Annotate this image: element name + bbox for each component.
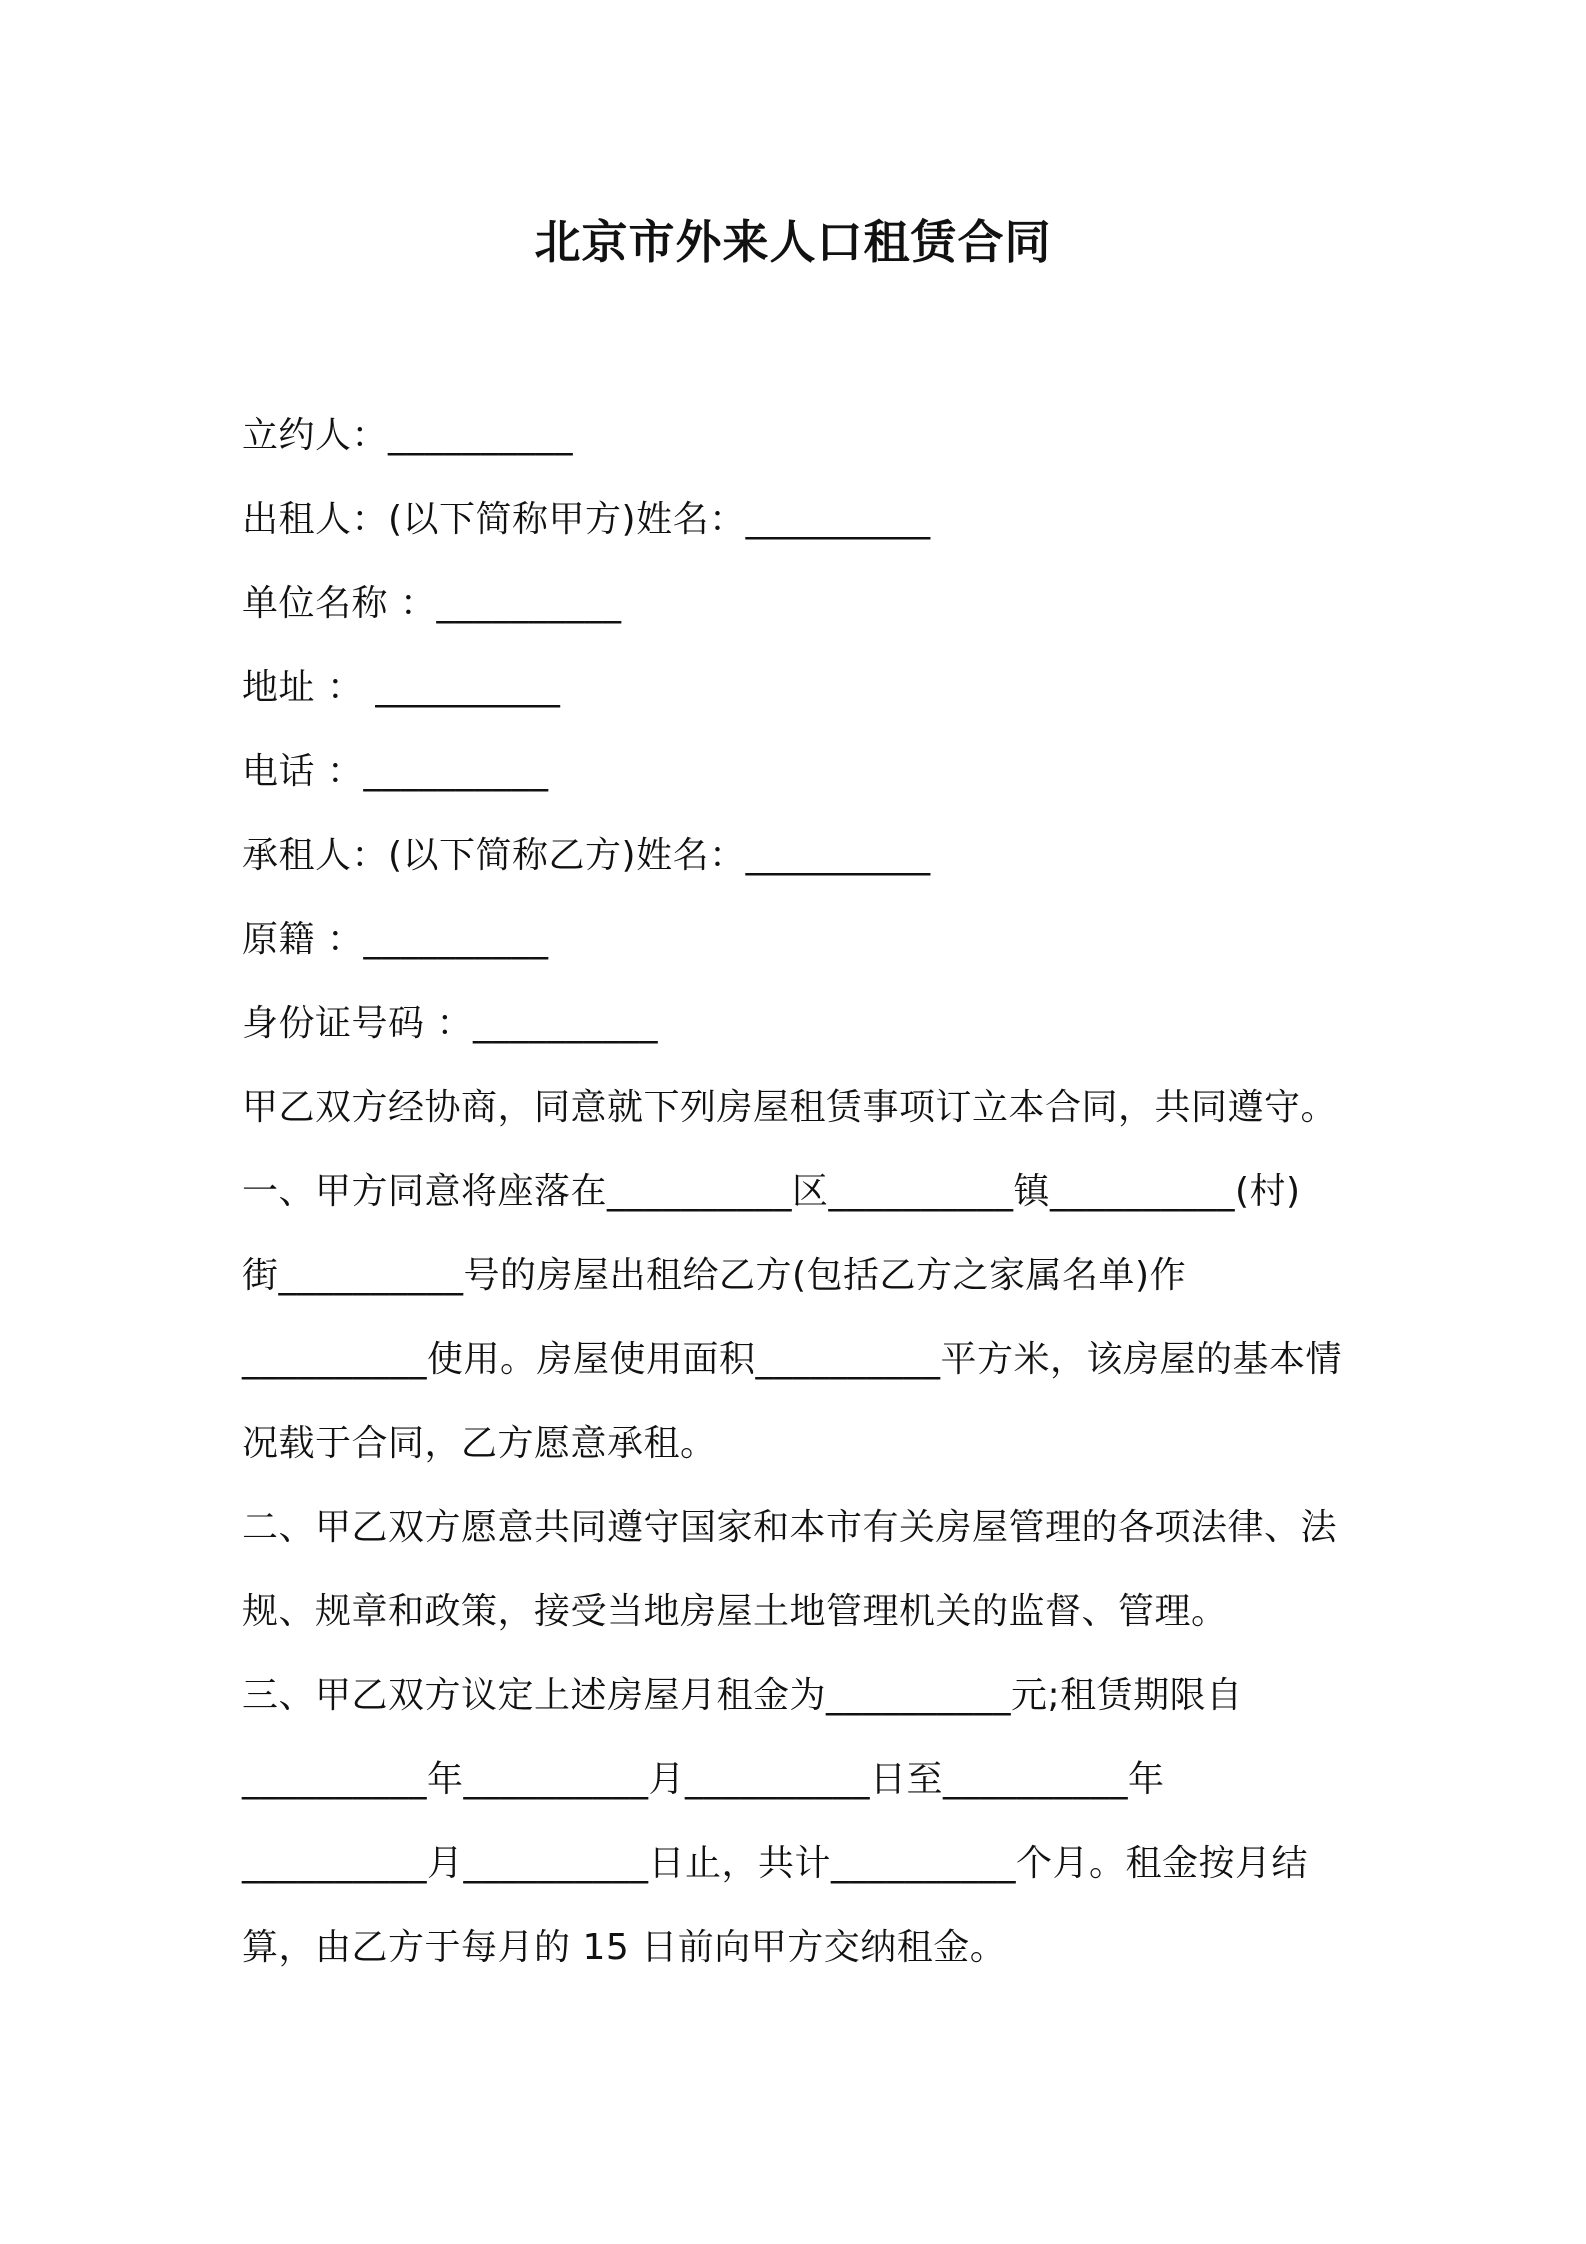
clause-line: 二、甲乙双方愿意共同遵守国家和本市有关房屋管理的各项法律、法: [242, 1507, 1338, 1548]
clause-line: 承租人：(以下简称乙方)姓名：__________: [242, 835, 931, 876]
clause-line: 身份证号码 ：__________: [242, 1003, 658, 1044]
clause-line: 一、甲方同意将座落在__________区__________镇__________(村): [242, 1171, 1301, 1212]
clause-line: 甲乙双方经协商，同意就下列房屋租赁事项订立本合同，共同遵守。: [242, 1087, 1338, 1128]
clause-line: __________年__________月__________日至__________年: [242, 1759, 1165, 1800]
clause-line: 算，由乙方于每月的 15 日前向甲方交纳租金。: [242, 1927, 1007, 1968]
clause-line: __________使用。房屋使用面积__________平方米，该房屋的基本情: [242, 1339, 1343, 1380]
clause-line: __________月__________日止，共计__________个月。租金按月结: [242, 1843, 1309, 1884]
clause-line: 街__________号的房屋出租给乙方(包括乙方之家属名单)作: [242, 1255, 1187, 1296]
document-title: 北京市外来人口租赁合同: [534, 215, 1052, 269]
clause-line: 电话 ：__________: [242, 751, 549, 792]
clause-line: 况载于合同，乙方愿意承租。: [242, 1423, 717, 1464]
clause-line: 地址 ： __________: [242, 667, 561, 708]
clause-line: 单位名称 ：__________: [242, 583, 622, 624]
clause-line: 规、规章和政策，接受当地房屋土地管理机关的监督、管理。: [242, 1591, 1228, 1632]
clause-line: 原籍 ：__________: [242, 919, 549, 960]
clause-line: 三、甲乙双方议定上述房屋月租金为__________元;租赁期限自: [242, 1675, 1243, 1716]
clause-line: 出租人：(以下简称甲方)姓名：__________: [242, 499, 931, 540]
clause-line: 立约人：__________: [242, 415, 574, 456]
